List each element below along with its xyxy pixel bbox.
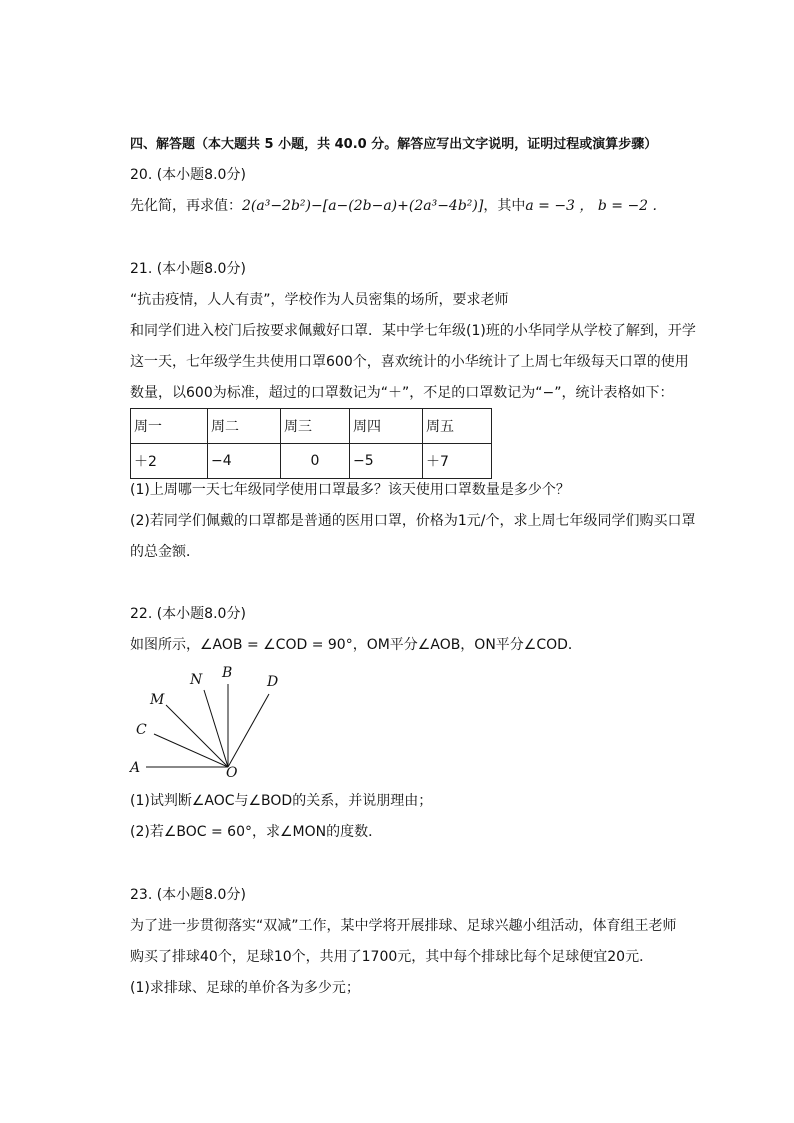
q20-condition: a = −3 ， b = −2 . — [525, 198, 657, 214]
mask-usage-table — [130, 408, 492, 479]
label-B: B — [222, 665, 233, 681]
table-cell: 0 — [281, 444, 350, 479]
q22-sub1: (1)试判断∠AOC与∠BOD的关系，并说朋理由； — [130, 793, 433, 809]
q21-sub2: (2)若同学们佩戴的口罩都是普通的医用口罩，价格为1元/个，求上周七年级同学们购买口罩 — [130, 513, 696, 529]
table-cell: ＋7 — [423, 444, 492, 479]
ray-OC — [154, 734, 228, 767]
table-header-cell: 周四 — [350, 409, 423, 444]
q21-sub2-cont: 的总金额． — [130, 544, 200, 560]
q21-line: “抗击疫情，人人有责”，学校作为人员密集的场所，要求老师 — [130, 292, 509, 308]
label-M: M — [150, 692, 165, 708]
table-header-cell: 周三 — [281, 409, 350, 444]
q22-sub2: (2)若∠BOC = 60°，求∠MON的度数． — [130, 824, 383, 840]
q21-line: 这一天，七年级学生共使用口罩600个，喜欢统计的小华统计了上周七年级每天口罩的使用 — [130, 354, 689, 370]
label-O: O — [226, 765, 238, 781]
q20-expression: 2(a³−2b²)−[a−(2b−a)+(2a³−4b²)] — [242, 198, 484, 214]
q23-line: 为了进一步贯彻落实“双减”工作，某中学将开展排球、足球兴趣小组活动，体育组王老师 — [130, 918, 677, 934]
q22-header: 22. (本小题8.0分) — [130, 606, 246, 622]
label-N: N — [190, 672, 203, 688]
q20-text-mid: ，其中 — [483, 198, 526, 214]
angle-figure — [126, 660, 296, 785]
label-A: A — [130, 760, 141, 776]
q23-line: 购买了排球40个，足球10个，共用了1700元，其中每个排球比每个足球便宜20元． — [130, 949, 654, 965]
q21-sub1: (1)上周哪一天七年级同学使用口罩最多？该天使用口罩数量是多少个？ — [130, 482, 570, 498]
q23-header: 23. (本小题8.0分) — [130, 887, 246, 903]
table-row — [131, 444, 492, 479]
q21-header: 21. (本小题8.0分) — [130, 261, 246, 277]
q21-line: 数量，以600为标准，超过的口罩数记为“＋”，不足的口罩数记为“−”，统计表格如下： — [130, 385, 674, 401]
ray-OD — [228, 694, 269, 767]
q21-line: 和同学们进入校门后按要求佩戴好口罩．某中学七年级(1)班的小华同学从学校了解到，开学 — [130, 323, 696, 339]
section-title: 四、解答题（本大题共 5 小题，共 40.0 分。解答应写出文字说明，证明过程或演算步骤） — [130, 137, 658, 152]
q22-intro: 如图所示，∠AOB = ∠COD = 90°，OM平分∠AOB，ON平分∠COD． — [130, 637, 582, 653]
table-cell: −5 — [350, 444, 423, 479]
q23-sub1: (1)求排球、足球的单价各为多少元； — [130, 980, 360, 996]
table-header-row — [131, 409, 492, 444]
table-header-cell: 周二 — [208, 409, 281, 444]
table-header-cell: 周五 — [423, 409, 492, 444]
table-cell: −4 — [208, 444, 281, 479]
q20-body — [130, 196, 657, 216]
label-D: D — [267, 674, 279, 690]
q20-text-prefix: 先化简，再求值： — [130, 198, 242, 214]
q20-header: 20. (本小题8.0分) — [130, 167, 246, 183]
table-cell: ＋2 — [131, 444, 208, 479]
table-header-cell: 周一 — [131, 409, 208, 444]
label-C: C — [136, 722, 147, 738]
